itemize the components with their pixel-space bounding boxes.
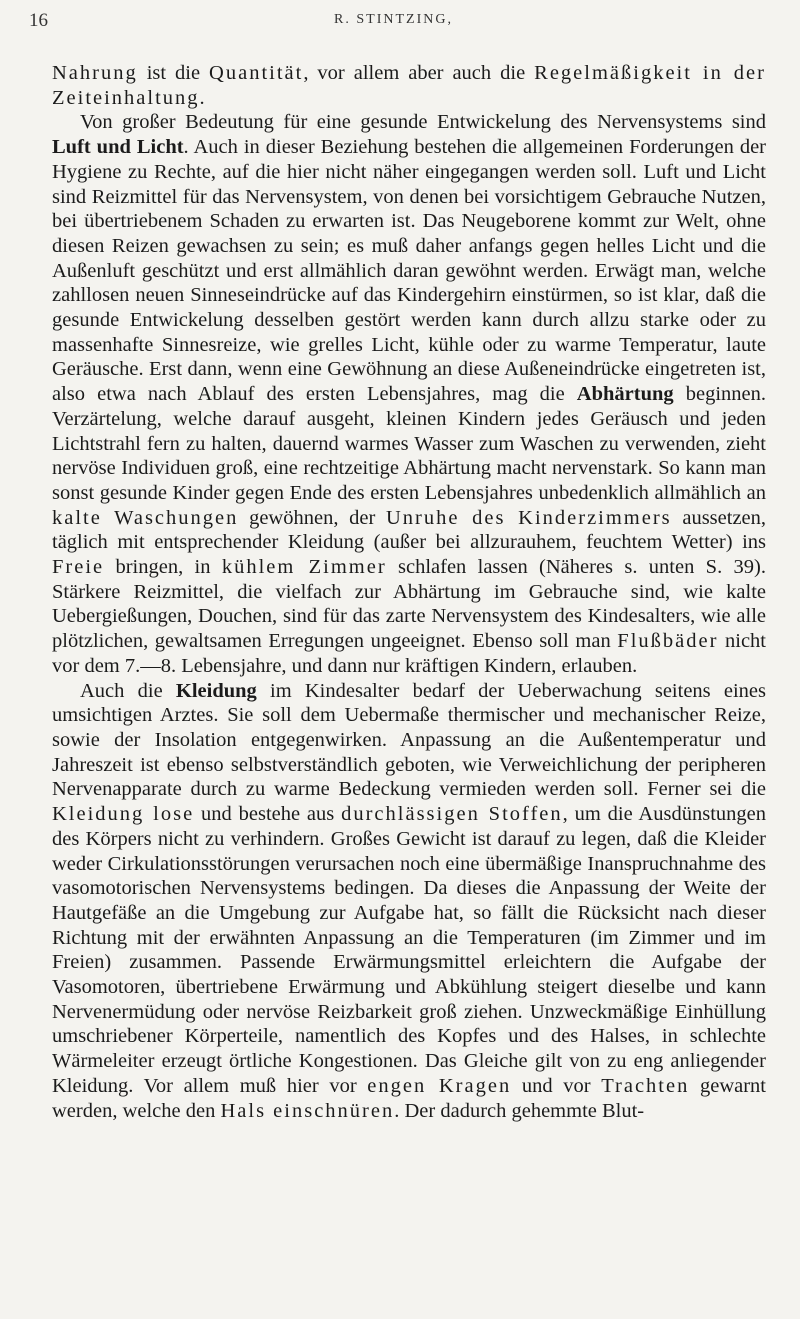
text-run: ist die <box>137 62 210 84</box>
text-run: und bestehe aus <box>194 803 342 826</box>
text-run: bringen, in <box>104 556 222 579</box>
text-run: und vor <box>511 1074 602 1097</box>
spaced-term: Freie <box>52 556 105 579</box>
text-run: . Auch in dieser Beziehung bestehen die allgemeinen Forderungen der Hygiene zu Rechte, auf die hier nicht näher eingegangen werden soll. Luft und Licht sind Reizmittel für das Nervensystem, von denen bei vorsichtigem Gebrauche Nutzen, bei übertriebenem Schaden zu erwarten ist. Das Neugeborene kommt zur Welt, ohne diesen Reizen gewachsen zu sein; es muß daher anfangs gegen helles Licht und die Außenluft geschützt und erst allmählich daran gewöhnt werden. Erwägt man, welche zahllosen neuen Sinneseindrücke auf das Kindergehirn einstürmen, so ist klar, daß die gesunde Entwickelung desselben gestört werden kann durch allzu starke oder zu massenhafte Sinnesreize, wie grelles Licht, kühle oder zu warme Temperatur, laute Geräusche. Erst dann, wenn eine Gewöhnung an diese Außeneindrücke eingetreten ist, also etwa nach Ablauf des ersten Lebensjahres, mag die <box>52 136 766 406</box>
spaced-term: Quantität <box>209 62 304 84</box>
bold-term: Abhärtung <box>576 383 674 406</box>
text-run: aussetzen, täglich mit entsprechender Kleidung (außer bei allzurauhem, feuchtem Wetter) ins <box>52 506 767 554</box>
text-run: . Der dadurch gehemmte Blut- <box>394 1099 645 1122</box>
text-run: beginnen. Verzärtelung, welche darauf ausgeht, kleinen Kindern jedes Geräusch und jeden Lichtstrahl fern zu halten, dauernd warmes Wasser zum Waschen zu verwenden, zieht nervöse Individuen groß, eine rechtzeitige Abhärtung macht nervenstark. So kann man sonst gesunde Kinder gegen Ende des ersten Lebensjahres unbedenklich allmählich an <box>52 383 766 504</box>
text-run: , um die Ausdünstungen des Körpers nicht zu verhindern. Großes Gewicht ist darauf zu legen, daß die Kleider weder Cirkulationsstörungen verursachen noch eine übermäßige Inanspruchnahme des vasomotorischen Nervensystems bedingen. Da dieses die Anpassung der Weite der Hautgefäße an die Umgebung zur Aufgabe hat, so fällt die Rücksicht nach dieser Richtung mit der erwähnten Anpassung an die Temperaturen (im Zimmer und im Freien) zusammen. Passende Erwärmungsmittel erleichtern die Aufgabe der Vasomotoren, übertriebene Erwärmung und Abkühlung steigert dieselbe und kann Nervenermüdung oder nervöse Reizbarkeit groß ziehen. Unzweckmäßige Einhüllung umschriebener Körperteile, namentlich des Kopfes und des Halses, in schlechte Wärmeleiter erzeugt örtliche Kongestionen. Das Gleiche gilt von zu eng anliegender Kleidung. Vor allem muß hier vor <box>52 803 766 1097</box>
spaced-term: Nahrung <box>52 62 138 84</box>
spaced-term: kühlem Zimmer <box>221 556 387 579</box>
spaced-term: engen Kragen <box>367 1074 512 1097</box>
paragraph-luft-und-licht <box>52 110 766 678</box>
spaced-term: Regelmäßigkeit in der Zeiteinhaltung <box>52 62 766 109</box>
paragraph-kleidung <box>52 679 766 1124</box>
bold-term: Luft und Licht <box>52 136 184 159</box>
spaced-term: Hals einschnüren <box>220 1099 395 1122</box>
body-text <box>52 61 766 1123</box>
text-run: schlafen lassen (Näheres s. unten S. 39). Stärkere Reizmittel, die vielfach zur Abhärtung im Gebrauche sind, wie kalte Uebergießungen, Douchen, sind für das zarte Nervensystem des Kindesalters, wie alle plötzlichen, gewaltsamen Erregungen ungeeignet. Ebenso soll man <box>52 556 766 653</box>
spaced-term: Trachten <box>601 1074 690 1097</box>
text-run: gewöhnen, der <box>238 506 386 529</box>
spaced-term: Unruhe des Kinderzimmers <box>385 506 672 529</box>
spaced-term: kalte Waschungen <box>52 506 239 529</box>
text-run: im Kindesalter bedarf der Ueberwachung seitens eines umsichtigen Arztes. Sie soll dem Uebermaße thermischer und mechanischer Reize, sowie der Insolation entgegenwirken. Anpassung an die Außentemperatur und Jahreszeit ist ebenso selbstverständlich geboten, wie Verweichlichung der peripheren Nervenapparate durch zu warme Bedeckung vermieden werden soll. Ferner sei die <box>52 679 766 801</box>
text-run: . <box>199 86 205 109</box>
text-run: Auch die <box>80 679 176 702</box>
spaced-term: Kleidung lose <box>52 803 195 826</box>
spaced-term: durchlässigen Stoffen <box>341 803 563 826</box>
spaced-term: Flußbäder <box>617 630 719 653</box>
running-head: R. STINTZING, <box>334 12 453 27</box>
text-run: gewarnt werden, welche den <box>52 1074 767 1122</box>
page-number: 16 <box>29 10 48 31</box>
page-header <box>27 4 760 34</box>
bold-term: Kleidung <box>175 679 257 702</box>
text-run: Von großer Bedeutung für eine gesunde Entwickelung des Nervensystems sind <box>80 111 766 134</box>
text-run: nicht vor dem 7.—8. Lebensjahre, und dann nur kräftigen Kindern, erlauben. <box>52 630 766 677</box>
text-run: , vor allem aber auch die <box>303 62 535 84</box>
paragraph-nahrung <box>52 61 766 110</box>
